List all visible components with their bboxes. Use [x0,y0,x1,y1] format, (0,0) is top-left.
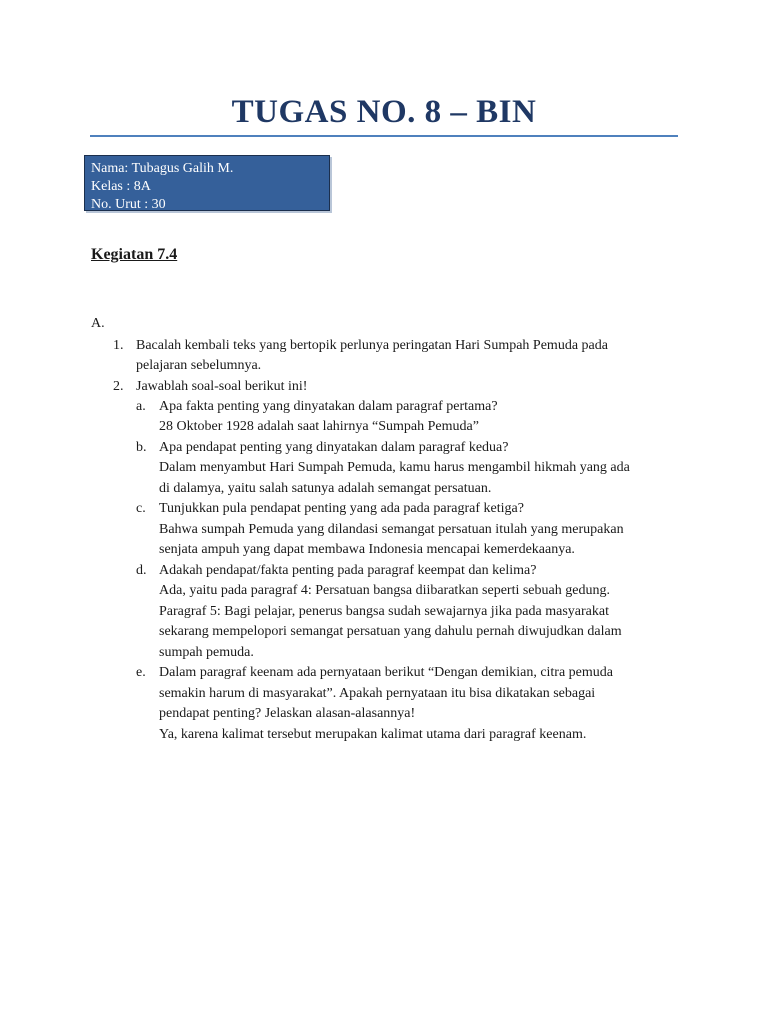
answer-line: Ada, yaitu pada paragraf 4: Persatuan bangsa diibaratkan seperti sebuah gedung. [159,583,610,598]
item-text-line: pelajaran sebelumnya. [136,358,262,373]
item-text-line: Jawablah soal-soal berikut ini! [136,379,308,394]
document-title: TUGAS NO. 8 – BIN [231,94,537,130]
answer-line: senjata ampuh yang dapat membawa Indonesia mencapai kemerdekaanya. [159,542,575,557]
answer-line: Paragraf 5: Bagi pelajar, penerus bangsa sudah sewajarnya jika pada masyarakat [159,604,609,619]
answer-line: 28 Oktober 1928 adalah saat lahirnya “Sumpah Pemuda” [159,419,479,434]
item-marker: 1. [113,338,124,353]
section-heading: Kegiatan 7.4 [91,246,178,263]
part-label: A. [91,316,105,331]
answer-line: di dalamya, yaitu salah satunya adalah semangat persatuan. [159,481,492,496]
question-line: semakin harum di masyarakat”. Apakah pernyataan itu bisa dikatakan sebagai [159,686,596,701]
question-marker: a. [136,399,146,414]
answer-line: Ya, karena kalimat tersebut merupakan kalimat utama dari paragraf keenam. [159,727,587,742]
item-marker: 2. [113,379,124,394]
student-info-box [84,155,330,211]
question-line: Apa fakta penting yang dinyatakan dalam paragraf pertama? [159,399,498,414]
question-marker: b. [136,440,147,455]
student-number: No. Urut : 30 [91,197,166,212]
question-line: pendapat penting? Jelaskan alasan-alasannya! [159,706,416,721]
question-marker: e. [136,665,146,680]
question-line: Dalam paragraf keenam ada pernyataan berikut “Dengan demikian, citra pemuda [159,665,614,680]
student-name: Nama: Tubagus Galih M. [91,161,234,176]
answer-line: sumpah pemuda. [159,645,254,660]
answer-line: sekarang mempelopori semangat persatuan yang dahulu pernah diwujudkan dalam [159,624,622,639]
question-marker: d. [136,563,147,578]
question-line: Apa pendapat penting yang dinyatakan dalam paragraf kedua? [159,440,509,455]
question-line: Tunjukkan pula pendapat penting yang ada pada paragraf ketiga? [159,501,524,516]
title-divider [90,135,678,137]
question-line: Adakah pendapat/fakta penting pada paragraf keempat dan kelima? [159,563,537,578]
answer-line: Dalam menyambut Hari Sumpah Pemuda, kamu harus mengambil hikmah yang ada [159,460,630,475]
answer-line: Bahwa sumpah Pemuda yang dilandasi semangat persatuan itulah yang merupakan [159,522,624,537]
item-text-line: Bacalah kembali teks yang bertopik perlunya peringatan Hari Sumpah Pemuda pada [136,338,608,353]
student-class: Kelas : 8A [91,179,151,194]
question-marker: c. [136,501,146,516]
